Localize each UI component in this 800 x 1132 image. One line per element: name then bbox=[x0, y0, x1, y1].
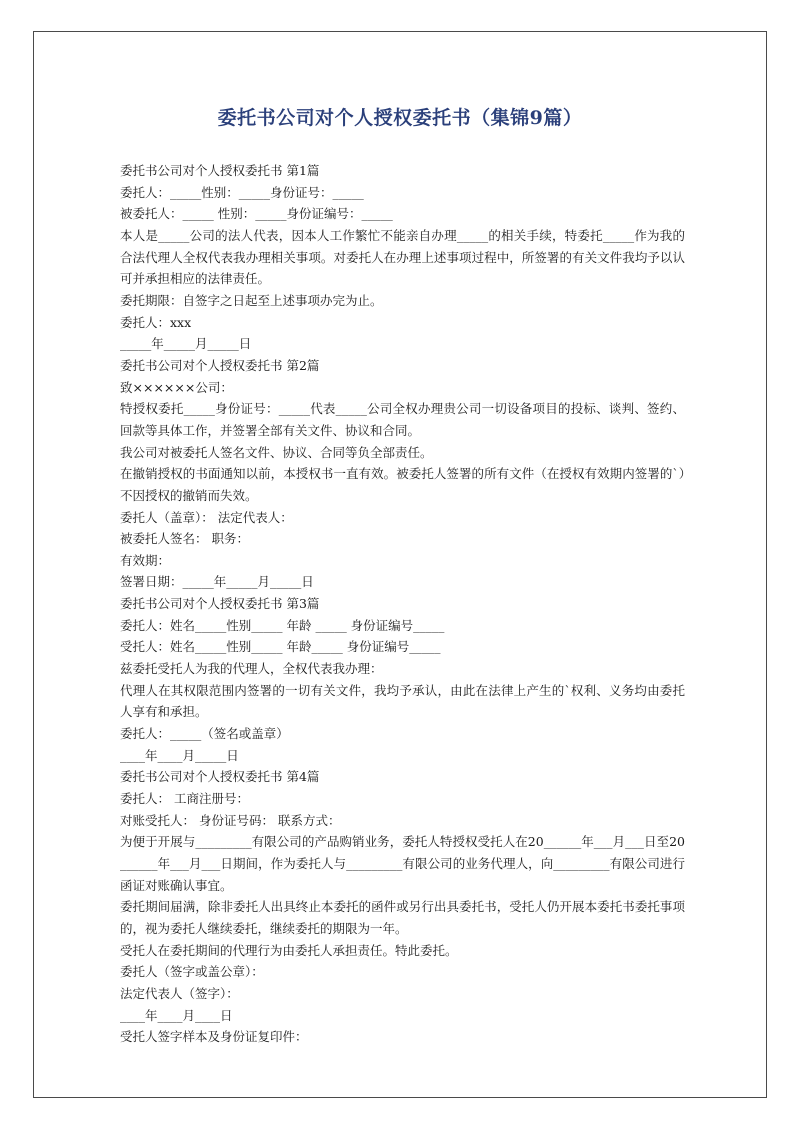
text-line: 受托人：姓名_____性别_____ 年龄_____ 身份证编号_____ bbox=[120, 639, 441, 655]
text-line: 委托人（盖章）： 法定代表人： bbox=[120, 509, 293, 525]
date-line: 签署日期：_____年_____月_____日 bbox=[120, 574, 314, 590]
paragraph: 代理人在其权限范围内签署的一切有关文件，我均予承认，由此在法律上产生的`权利、义务均由委托人享有和承担。 bbox=[120, 682, 685, 720]
text-line: 委托人：xxx bbox=[120, 314, 192, 330]
text-line: 被委托人：_____ 性别：_____身份证编号：_____ bbox=[120, 206, 393, 222]
text-line: 受托人在委托期间的代理行为由委托人承担责任。特此委托。 bbox=[120, 942, 458, 958]
paragraph: 在撤销授权的书面通知以前，本授权书一直有效。被委托人签署的所有文件（在授权有效期内签署的`）不因授权的撤销而失效。 bbox=[120, 466, 685, 503]
section-heading-4: 委托书公司对个人授权委托书 第4篇 bbox=[120, 769, 320, 785]
date-line: _____年_____月_____日 bbox=[120, 336, 252, 352]
text-line: 法定代表人（签字）： bbox=[120, 985, 239, 1001]
text-line: 委托期限：自签字之日起至上述事项办完为止。 bbox=[120, 292, 383, 308]
paragraph: 特授权委托_____身份证号：_____代表_____公司全权办理贵公司一切设备项目的投标、谈判、签约、回款等具体工作，并签署全部有关文件、协议和合同。 bbox=[120, 401, 685, 438]
text-line: 有效期： bbox=[120, 552, 171, 568]
text-line: 委托人（签字或盖公章）： bbox=[120, 964, 264, 980]
date-line: ____年____月_____日 bbox=[120, 747, 239, 763]
section-heading-3: 委托书公司对个人授权委托书 第3篇 bbox=[120, 596, 320, 612]
document-title: 委托书公司对个人授权委托书（集锦9篇） bbox=[217, 107, 583, 129]
paragraph: 委托期间届满，除非委托人出具终止本委托的函件或另行出具委托书，受托人仍开展本委托书委托事项的，视为委托人继续委托，继续委托的期限为一年。 bbox=[120, 899, 685, 936]
text-line: 我公司对被委托人签名文件、协议、合同等负全部责任。 bbox=[120, 444, 433, 460]
text-line: 兹委托受托人为我的代理人，全权代表我办理： bbox=[120, 661, 383, 677]
text-line: 委托人：_____性别：_____身份证号：_____ bbox=[120, 184, 364, 200]
paragraph: 本人是_____公司的法人代表，因本人工作繁忙不能亲自办理_____的相关手续，特委托_____作为我的合法代理人全权代表我办理相关事项。对委托人在办理上述事项过程中，所签署的有关文件我均予以认可并承担相应的法律责任。 bbox=[120, 227, 685, 287]
text-line: 对账受托人： 身份证号码： 联系方式： bbox=[120, 812, 341, 828]
section-heading-1: 委托书公司对个人授权委托书 第1篇 bbox=[120, 163, 320, 178]
document-body bbox=[120, 160, 685, 1048]
text-line: 被委托人签名： 职务： bbox=[120, 531, 249, 547]
text-line: 委托人： 工商注册号： bbox=[120, 791, 249, 807]
date-line: ____年____月____日 bbox=[120, 1007, 233, 1023]
text-line: 委托人：_____（签名或盖章） bbox=[120, 726, 289, 742]
text-line: 受托人签字样本及身份证复印件： bbox=[120, 1029, 308, 1045]
section-heading-2: 委托书公司对个人授权委托书 第2篇 bbox=[120, 357, 320, 373]
paragraph: 为便于开展与_________有限公司的产品购销业务，委托人特授权受托人在20______年___月___日至20______年___月___日期间，作为委托人与_________有限公司的业务代理人，向_________有限公司进行函证对账确认事宜。 bbox=[120, 834, 685, 893]
text-line: 致××××××公司： bbox=[120, 379, 233, 395]
text-line: 委托人：姓名_____性别_____ 年龄 _____ 身份证编号_____ bbox=[120, 617, 445, 633]
